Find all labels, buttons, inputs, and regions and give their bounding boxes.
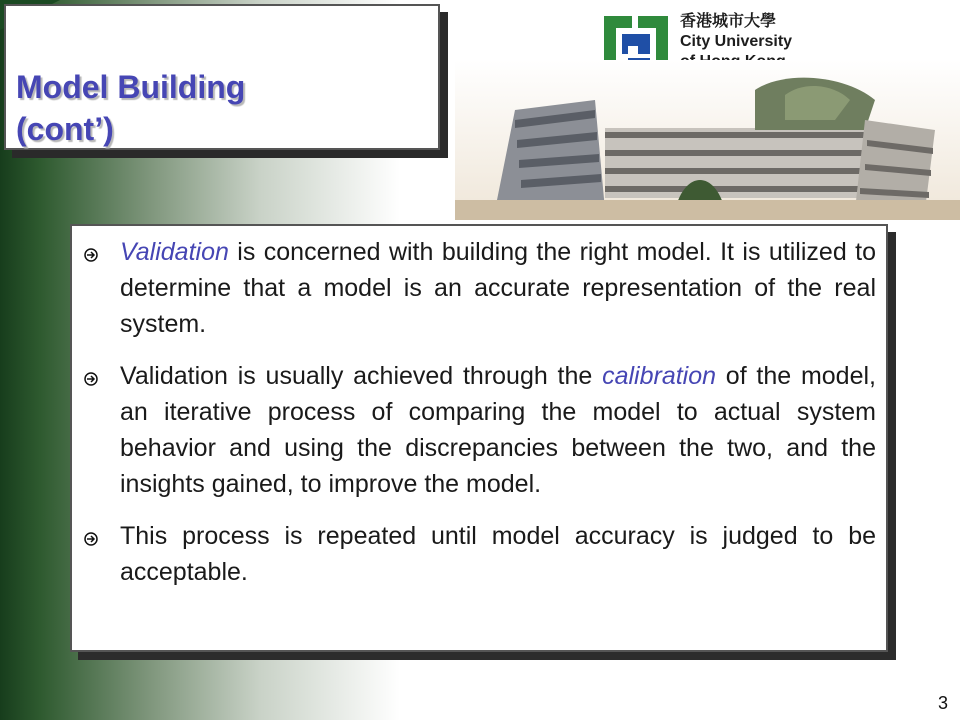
bullet-item — [72, 518, 886, 590]
page-number: 3 — [937, 693, 948, 713]
logo-chinese-name: 香港城市大學 — [680, 13, 777, 30]
bullet-text — [120, 358, 876, 502]
title-box — [4, 4, 440, 150]
emphasis-term: calibration — [602, 362, 717, 390]
bullet-item — [72, 234, 886, 342]
arrow-bullet-icon — [84, 248, 98, 262]
bullet-text-before: Validation is usually achieved through the — [120, 362, 603, 390]
emphasis-term: Validation — [120, 238, 229, 266]
arrow-bullet-icon — [84, 532, 98, 546]
bullet-text — [120, 234, 876, 342]
campus-building-image — [455, 60, 960, 220]
title-line-2: (cont’) — [16, 111, 114, 147]
arrow-bullet-icon — [84, 372, 98, 386]
bullet-item — [72, 358, 886, 502]
bullet-list — [72, 234, 886, 606]
content-box — [70, 224, 888, 652]
logo-english-line-1: City University — [680, 33, 793, 50]
bullet-text-body: is concerned with building the right model. It is utilized to determine that a model is an accurate representation of the real system. — [120, 238, 876, 338]
bullet-text: This process is repeated until model accuracy is judged to be acceptable. — [120, 522, 876, 586]
slide-title — [16, 66, 245, 150]
title-line-1: Model Building — [16, 69, 246, 105]
bullet-text-after: of the model, an iterative process of comparing the model to actual system behavior and using the discrepancies between the two, and the insights gained, to improve the model. — [120, 362, 876, 498]
